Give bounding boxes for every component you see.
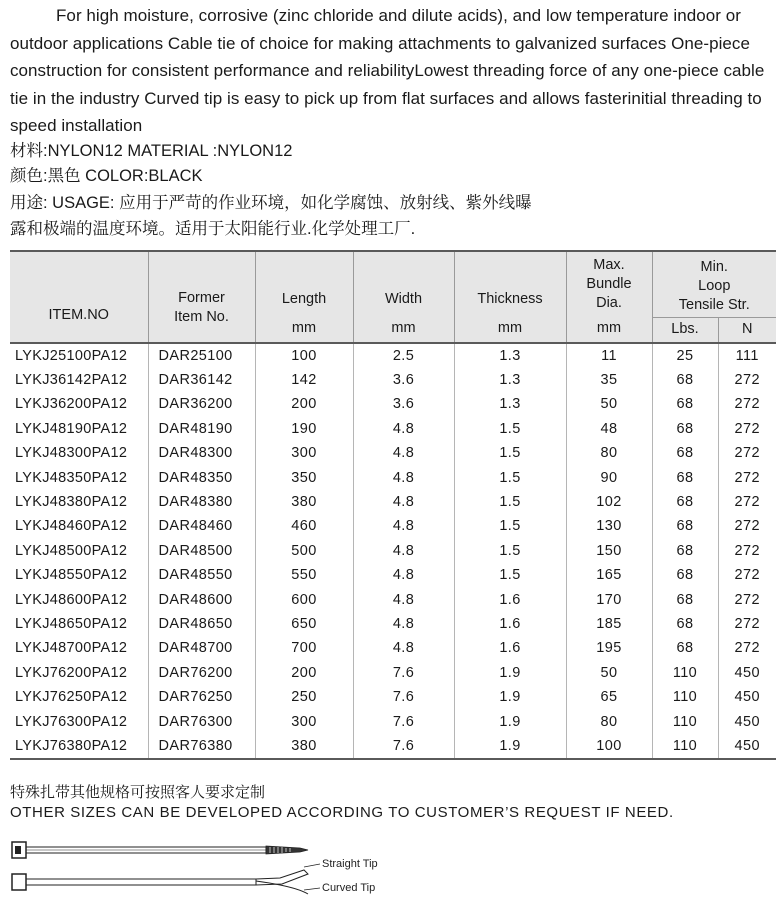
cell-max-bundle-dia: 102 — [566, 490, 652, 514]
cell-max-bundle-dia: 35 — [566, 368, 652, 392]
cell-item-no: LYKJ48350PA12 — [15, 469, 128, 486]
cell-length: 550 — [255, 563, 353, 587]
cell-item-no: LYKJ48300PA12 — [15, 445, 128, 462]
cell-length: 190 — [255, 417, 353, 441]
cell-length: 200 — [255, 661, 353, 685]
header-former-item-no: Former Item No. — [148, 251, 255, 343]
cell-tensile-lbs: 68 — [652, 636, 718, 660]
cell-former-item-no: DAR48190 — [148, 417, 255, 441]
cell-former-item-no: DAR48600 — [148, 587, 255, 611]
cell-tensile-n: 272 — [718, 417, 776, 441]
cell-tensile-lbs: 110 — [652, 709, 718, 733]
cell-max-bundle-dia: 170 — [566, 587, 652, 611]
cell-width: 3.6 — [353, 368, 454, 392]
cell-width: 4.8 — [353, 417, 454, 441]
cell-thickness: 1.3 — [454, 392, 566, 416]
cell-width: 4.8 — [353, 539, 454, 563]
table-row — [10, 514, 776, 538]
cell-length: 200 — [255, 392, 353, 416]
cell-former-item-no: DAR48350 — [148, 465, 255, 489]
curved-tip-label: Curved Tip — [322, 882, 376, 894]
cell-width: 7.6 — [353, 709, 454, 733]
table-row — [10, 490, 776, 514]
cell-tensile-lbs: 68 — [652, 368, 718, 392]
cell-max-bundle-dia: 80 — [566, 709, 652, 733]
cell-thickness: 1.5 — [454, 465, 566, 489]
cell-max-bundle-dia: 11 — [566, 343, 652, 368]
cell-thickness: 1.5 — [454, 539, 566, 563]
cell-length: 500 — [255, 539, 353, 563]
usage-line-1: 用途: USAGE: 应用于严苛的作业环境，如化学腐蚀、放射线、紫外线曝 — [10, 194, 532, 212]
cell-item-no: LYKJ48460PA12 — [15, 518, 128, 535]
table-row — [10, 563, 776, 587]
cell-max-bundle-dia: 130 — [566, 514, 652, 538]
cell-tensile-n: 272 — [718, 612, 776, 636]
cell-max-bundle-dia: 165 — [566, 563, 652, 587]
cell-length: 100 — [255, 343, 353, 368]
cell-former-item-no: DAR76200 — [148, 661, 255, 685]
material-line: 材料:NYLON12 MATERIAL :NYLON12 — [10, 142, 293, 160]
cell-tensile-lbs: 68 — [652, 514, 718, 538]
cell-thickness: 1.9 — [454, 685, 566, 709]
cell-length: 460 — [255, 514, 353, 538]
cable-tie-diagram — [8, 836, 428, 908]
cell-length: 300 — [255, 441, 353, 465]
cell-tensile-lbs: 68 — [652, 563, 718, 587]
custom-sizes-note-cn: 特殊扎带其他规格可按照客人要求定制 — [10, 784, 266, 801]
cell-tensile-lbs: 25 — [652, 343, 718, 368]
cell-length: 650 — [255, 612, 353, 636]
cell-tensile-lbs: 68 — [652, 587, 718, 611]
header-length: Length mm — [255, 251, 353, 343]
cell-thickness: 1.5 — [454, 563, 566, 587]
cell-max-bundle-dia: 195 — [566, 636, 652, 660]
table-row — [10, 587, 776, 611]
table-row — [10, 343, 776, 368]
cell-thickness: 1.3 — [454, 368, 566, 392]
curved-tie-illustration — [12, 870, 308, 894]
cell-tensile-lbs: 68 — [652, 441, 718, 465]
cell-thickness: 1.6 — [454, 636, 566, 660]
cell-tensile-n: 272 — [718, 465, 776, 489]
cell-width: 7.6 — [353, 734, 454, 759]
cell-item-no: LYKJ76250PA12 — [15, 689, 128, 706]
cell-max-bundle-dia: 90 — [566, 465, 652, 489]
usage-line-2: 露和极端的温度环境。适用于太阳能行业.化学处理工厂. — [10, 220, 416, 238]
cell-thickness: 1.5 — [454, 514, 566, 538]
cell-max-bundle-dia: 150 — [566, 539, 652, 563]
header-min-loop-tensile: Min. Loop Tensile Str. — [652, 251, 776, 317]
table-row — [10, 636, 776, 660]
cell-tensile-lbs: 110 — [652, 685, 718, 709]
cell-thickness: 1.6 — [454, 612, 566, 636]
header-lbs: Lbs. — [652, 317, 718, 343]
cell-thickness: 1.5 — [454, 441, 566, 465]
cell-tensile-n: 450 — [718, 685, 776, 709]
cell-former-item-no: DAR36200 — [148, 392, 255, 416]
cell-item-no: LYKJ36200PA12 — [15, 396, 128, 413]
cell-item-no: LYKJ48650PA12 — [15, 615, 128, 632]
cell-length: 600 — [255, 587, 353, 611]
intro-paragraph: For high moisture, corrosive (zinc chloride and dilute acids), and low temperature indoor or outdoor applications Cable tie of choice for making attachments to galvanized surfaces One-piece construction for consistent performance and reliabilityLowest threading force of any one-piece cable tie in the industry Curved tip is easy to pick up from flat surfaces and allows fasterinitial threading to speed installation — [10, 6, 765, 135]
cell-former-item-no: DAR76300 — [148, 709, 255, 733]
table-row — [10, 539, 776, 563]
header-max-bundle-dia: Max. Bundle Dia. mm — [566, 251, 652, 343]
cell-tensile-lbs: 110 — [652, 661, 718, 685]
cell-width: 4.8 — [353, 612, 454, 636]
cell-width: 3.6 — [353, 392, 454, 416]
cell-item-no: LYKJ76380PA12 — [15, 737, 128, 754]
table-row — [10, 734, 776, 759]
cell-item-no: LYKJ25100PA12 — [15, 347, 128, 364]
cell-item-no: LYKJ48500PA12 — [15, 542, 128, 559]
cell-width: 4.8 — [353, 514, 454, 538]
cell-max-bundle-dia: 50 — [566, 661, 652, 685]
cell-max-bundle-dia: 185 — [566, 612, 652, 636]
cell-length: 380 — [255, 734, 353, 759]
cell-tensile-n: 450 — [718, 661, 776, 685]
cell-max-bundle-dia: 80 — [566, 441, 652, 465]
cell-max-bundle-dia: 48 — [566, 417, 652, 441]
cell-tensile-n: 272 — [718, 587, 776, 611]
cell-tensile-lbs: 68 — [652, 490, 718, 514]
cell-former-item-no: DAR48550 — [148, 563, 255, 587]
cell-tensile-n: 450 — [718, 709, 776, 733]
cell-thickness: 1.9 — [454, 661, 566, 685]
cell-width: 7.6 — [353, 661, 454, 685]
cell-max-bundle-dia: 50 — [566, 392, 652, 416]
cell-width: 4.8 — [353, 563, 454, 587]
cell-thickness: 1.9 — [454, 709, 566, 733]
cell-former-item-no: DAR48500 — [148, 539, 255, 563]
straight-tie-illustration — [12, 842, 308, 858]
table-row — [10, 417, 776, 441]
cell-thickness: 1.5 — [454, 417, 566, 441]
cell-former-item-no: DAR48460 — [148, 514, 255, 538]
table-row — [10, 612, 776, 636]
cell-item-no: LYKJ36142PA12 — [15, 372, 128, 389]
cell-tensile-n: 272 — [718, 563, 776, 587]
cell-former-item-no: DAR48300 — [148, 441, 255, 465]
header-width: Width mm — [353, 251, 454, 343]
cell-former-item-no: DAR36142 — [148, 368, 255, 392]
straight-tip-label: Straight Tip — [322, 858, 378, 870]
cell-tensile-lbs: 68 — [652, 465, 718, 489]
table-row — [10, 685, 776, 709]
table-row — [10, 661, 776, 685]
cell-length: 300 — [255, 709, 353, 733]
cell-item-no: LYKJ48380PA12 — [15, 494, 128, 511]
cell-thickness: 1.9 — [454, 734, 566, 759]
table-row — [10, 392, 776, 416]
cell-tensile-n: 272 — [718, 490, 776, 514]
cell-tensile-lbs: 68 — [652, 539, 718, 563]
cell-tensile-n: 272 — [718, 539, 776, 563]
cell-former-item-no: DAR48700 — [148, 636, 255, 660]
cell-item-no: LYKJ48550PA12 — [15, 567, 128, 584]
cell-width: 4.8 — [353, 636, 454, 660]
header-thickness: Thickness mm — [454, 251, 566, 343]
cell-tensile-lbs: 68 — [652, 417, 718, 441]
header-item-no: ITEM.NO — [48, 306, 109, 323]
cell-tensile-n: 272 — [718, 636, 776, 660]
cell-former-item-no: DAR76380 — [148, 734, 255, 759]
table-row — [10, 368, 776, 392]
cell-width: 2.5 — [353, 343, 454, 368]
cell-width: 4.8 — [353, 465, 454, 489]
cell-item-no: LYKJ48600PA12 — [15, 591, 128, 608]
cell-former-item-no: DAR48650 — [148, 612, 255, 636]
cell-max-bundle-dia: 100 — [566, 734, 652, 759]
table-row — [10, 709, 776, 733]
header-newton: N — [718, 317, 776, 343]
cell-length: 700 — [255, 636, 353, 660]
cell-item-no: LYKJ48700PA12 — [15, 640, 128, 657]
cell-width: 7.6 — [353, 685, 454, 709]
cell-tensile-n: 111 — [718, 343, 776, 368]
cell-tensile-n: 272 — [718, 368, 776, 392]
cell-former-item-no: DAR76250 — [148, 685, 255, 709]
cell-tensile-lbs: 68 — [652, 612, 718, 636]
cell-item-no: LYKJ76200PA12 — [15, 664, 128, 681]
cell-length: 380 — [255, 490, 353, 514]
cell-tensile-n: 272 — [718, 441, 776, 465]
cell-length: 142 — [255, 368, 353, 392]
specification-table — [10, 250, 776, 760]
custom-sizes-note-en: OTHER SIZES CAN BE DEVELOPED ACCORDING TO CUSTOMER’S REQUEST IF NEED. — [10, 804, 674, 821]
cell-tensile-lbs: 68 — [652, 392, 718, 416]
cell-thickness: 1.3 — [454, 343, 566, 368]
cell-tensile-n: 272 — [718, 392, 776, 416]
cell-thickness: 1.6 — [454, 587, 566, 611]
table-row — [10, 441, 776, 465]
cell-length: 250 — [255, 685, 353, 709]
cell-max-bundle-dia: 65 — [566, 685, 652, 709]
cell-thickness: 1.5 — [454, 490, 566, 514]
cell-former-item-no: DAR25100 — [148, 343, 255, 368]
cell-former-item-no: DAR48380 — [148, 490, 255, 514]
cell-tensile-lbs: 110 — [652, 734, 718, 759]
cell-length: 350 — [255, 465, 353, 489]
cell-width: 4.8 — [353, 441, 454, 465]
cell-width: 4.8 — [353, 587, 454, 611]
cell-tensile-n: 272 — [718, 514, 776, 538]
color-line: 颜色:黑色 COLOR:BLACK — [10, 167, 203, 185]
cell-item-no: LYKJ76300PA12 — [15, 713, 128, 730]
table-row — [10, 465, 776, 489]
cell-width: 4.8 — [353, 490, 454, 514]
cell-item-no: LYKJ48190PA12 — [15, 420, 128, 437]
cell-tensile-n: 450 — [718, 734, 776, 759]
